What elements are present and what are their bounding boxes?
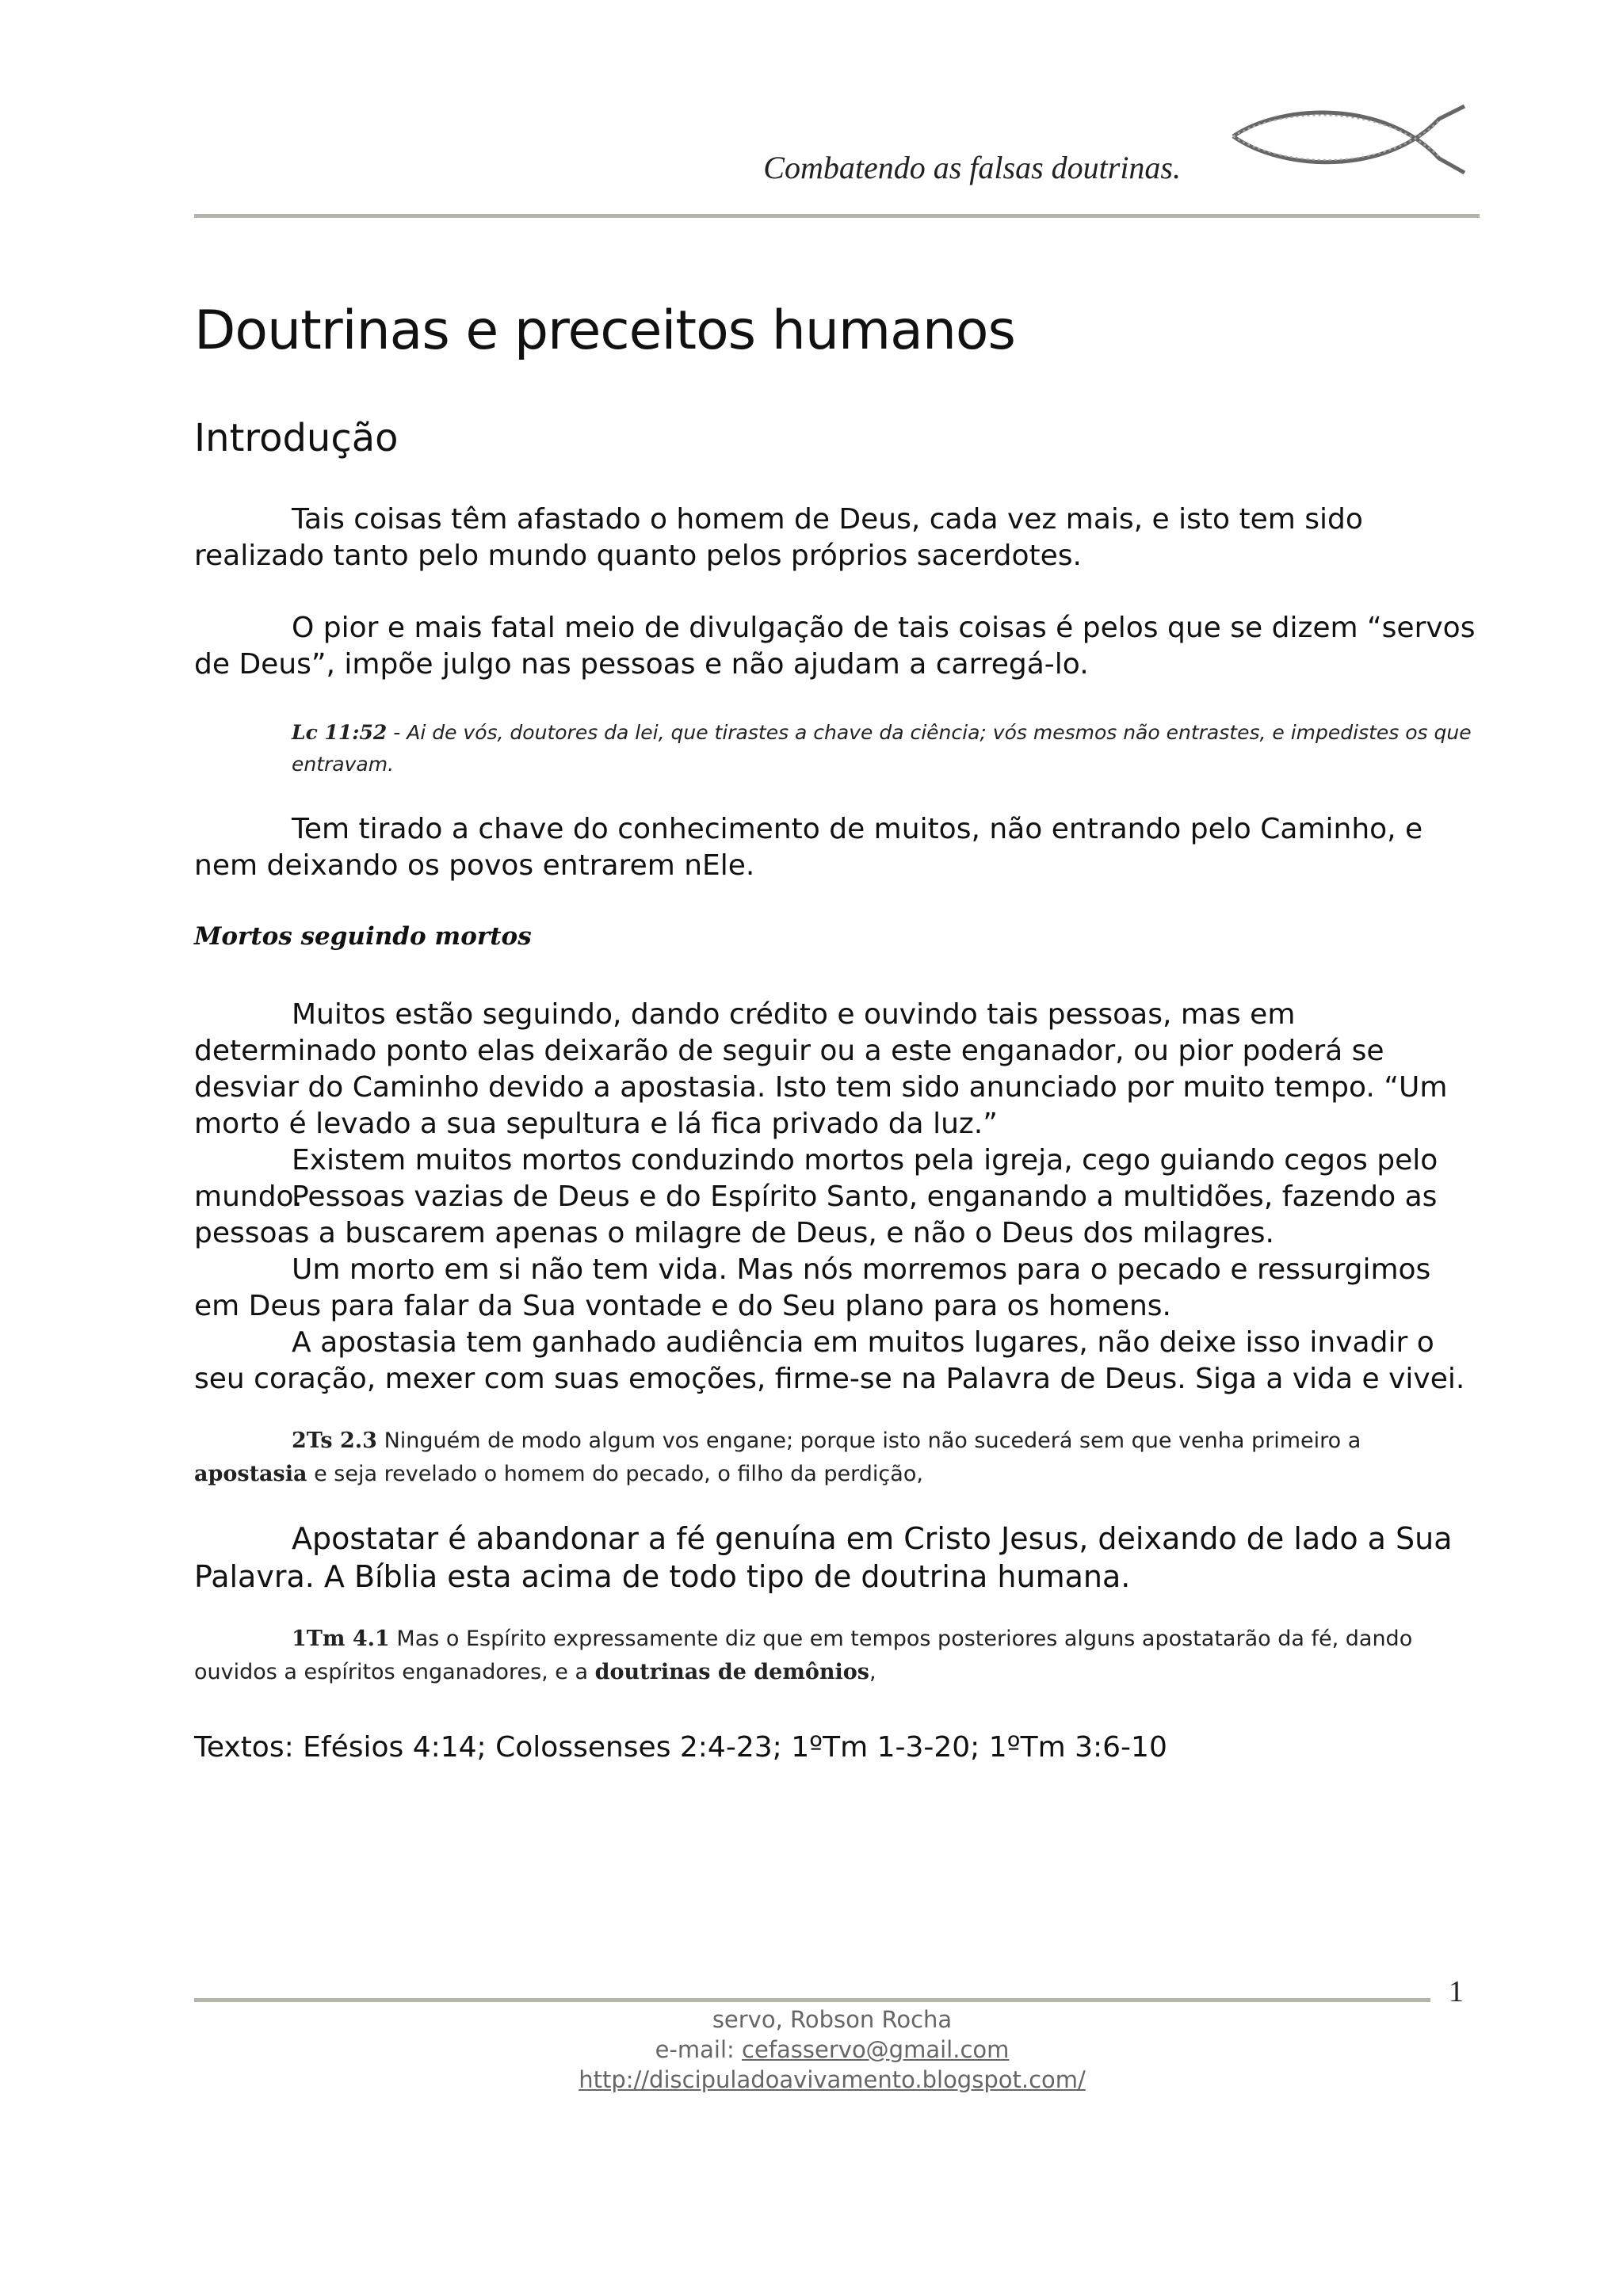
section-heading-intro: Introdução [194, 416, 399, 460]
intro-paragraph-3: Tem tirado a chave do conhecimento de muitos, não entrando pelo Caminho, e nem deixando os povos entrarem nEle. [194, 813, 1423, 882]
bible-ref: 1Tm 4.1 [292, 1627, 390, 1651]
section-paragraph-1: Muitos estão seguindo, dando crédito e ouvindo tais pessoas, mas em determinado ponto elas deixarão de seguir ou a este enganador, ou pior poderá se desviar do Caminho devido a apostasia. Isto tem sido anunciado por muito tempo. “Um morto é levado a sua sepultura e lá fica privado da luz.” [194, 998, 1448, 1140]
footer-rule [194, 1998, 1430, 2002]
footer-author: servo, Robson Rocha [712, 2006, 953, 2033]
quote-text: Ai de vós, doutores da lei, que tirastes a chave da ciência; vós mesmos não entrastes, e impedistes os que entravam. [292, 721, 1472, 776]
quote-text: Ninguém de modo algum vos engane; porque isto não sucederá sem que venha primeiro a [376, 1428, 1361, 1453]
quote-emphasis: apostasia [194, 1462, 307, 1486]
bible-quote-lc [292, 717, 1480, 780]
quote-separator: - [387, 721, 407, 744]
section-paragraph-5: A apostasia tem ganhado audiência em muitos lugares, não deixe isso invadir o seu coração, mexer com suas emoções, firme-se na Palavra de Deus. Siga a vida e vivei. [194, 1326, 1465, 1395]
footer-url-line [475, 2066, 1189, 2093]
footer-email-line [475, 2036, 1189, 2063]
subheading-mortos: Mortos seguindo mortos [194, 922, 532, 951]
references-line: Textos: Efésios 4:14; Colossenses 2:4-23; 1ºTm 1-3-20; 1ºTm 3:6-10 [194, 1731, 1167, 1764]
bible-quote-2ts [194, 1425, 1480, 1491]
section-paragraph-6: Apostatar é abandonar a fé genuína em Cristo Jesus, deixando de lado a Sua Palavra. A Bíblia esta acima de todo tipo de doutrina humana. [194, 1521, 1453, 1594]
bible-quote-1tm [194, 1623, 1480, 1689]
quote-text-end: e seja revelado o homem do pecado, o filho da perdição, [307, 1462, 923, 1486]
page-title: Doutrinas e preceitos humanos [194, 299, 1015, 362]
section-paragraph-3: Pessoas vazias de Deus e do Espírito Santo, enganando a multidões, fazendo as pessoas a buscarem apenas o milagre de Deus, e não o Deus dos milagres. [194, 1180, 1438, 1249]
intro-paragraph-1: Tais coisas têm afastado o homem de Deus, cada vez mais, e isto tem sido realizado tanto pelo mundo quanto pelos próprios sacerdotes. [194, 503, 1363, 572]
running-header: Combatendo as falsas doutrinas. [763, 150, 1181, 185]
ichthys-fish-icon [1227, 103, 1472, 174]
page-number: 1 [1449, 1975, 1464, 2008]
blog-link[interactable]: http://discipuladoavivamento.blogspot.com/ [579, 2066, 1086, 2093]
section-paragraph-4: Um morto em si não tem vida. Mas nós morremos para o pecado e ressurgimos em Deus para falar da Sua vontade e do Seu plano para os homens. [194, 1253, 1431, 1322]
section-paragraph-2: Existem muitos mortos conduzindo mortos pela igreja, cego guiando cegos pelo mundo. [194, 1144, 1438, 1213]
quote-text: Mas o Espírito expressamente diz que em tempos posteriores alguns apostatarão da fé, dando ouvidos a espíritos enganadores, e a [194, 1627, 1413, 1684]
quote-emphasis: doutrinas de demônios [594, 1660, 870, 1684]
intro-paragraph-2: O pior e mais fatal meio de divulgação de tais coisas é pelos que se dizem “servos de Deus”, impõe julgo nas pessoas e não ajudam a carregá-lo. [194, 612, 1476, 681]
header-rule [194, 214, 1480, 218]
email-link[interactable]: cefasservo@gmail.com [742, 2036, 1010, 2063]
bible-ref: 2Ts 2.3 [292, 1428, 377, 1453]
quote-text-end: , [869, 1660, 876, 1684]
email-label: e-mail: [655, 2036, 743, 2063]
bible-ref: Lc 11:52 [292, 721, 388, 744]
